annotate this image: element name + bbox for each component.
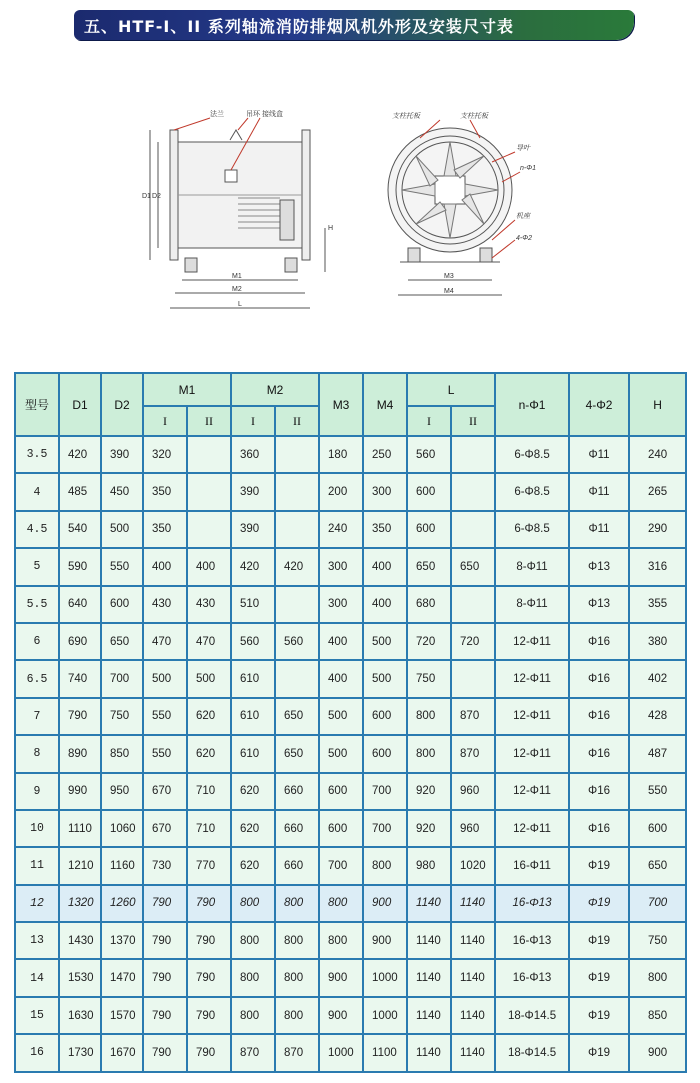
cell-l-i: 920 [407,810,451,847]
cell-l-ii: 960 [451,773,495,810]
cell-d2: 500 [101,511,143,548]
dim-m2: M2 [232,286,242,293]
cell-4-phi2: Φ16 [569,773,629,810]
cell-l-i: 1140 [407,922,451,959]
cell-m3: 400 [319,660,363,697]
cell-n-phi1: 16-Φ13 [495,959,569,996]
cell-4-phi2: Φ19 [569,1034,629,1071]
cell-m3: 800 [319,922,363,959]
cell-m3: 240 [319,511,363,548]
table-row [15,773,686,810]
cell-model: 6.5 [15,660,59,697]
cell-n-phi1: 12-Φ11 [495,735,569,772]
cell-m2-i: 610 [231,698,275,735]
cell-h: 487 [629,735,686,772]
cell-m4: 500 [363,623,407,660]
cell-m1-i: 350 [143,511,187,548]
cell-l-i: 1140 [407,997,451,1034]
cell-m4: 1000 [363,959,407,996]
cell-d1: 640 [59,586,101,623]
cell-l-i: 800 [407,735,451,772]
cell-model: 13 [15,922,59,959]
cell-model: 5.5 [15,586,59,623]
cell-d1: 1430 [59,922,101,959]
cell-h: 750 [629,922,686,959]
cell-m1-ii: 620 [187,698,231,735]
cell-m2-i: 800 [231,959,275,996]
table-row [15,810,686,847]
cell-model: 14 [15,959,59,996]
cell-l-ii: 1140 [451,997,495,1034]
cell-l-ii: 1140 [451,885,495,922]
cell-4-phi2: Φ19 [569,997,629,1034]
cell-m2-ii [275,660,319,697]
cell-h: 316 [629,548,686,585]
cell-h: 650 [629,847,686,884]
cell-d1: 1320 [59,885,101,922]
cell-m2-ii: 800 [275,959,319,996]
cell-l-i: 1140 [407,1034,451,1071]
cell-l-i: 650 [407,548,451,585]
cell-m2-ii [275,473,319,510]
cell-h: 380 [629,623,686,660]
cell-l-ii: 720 [451,623,495,660]
table-body [15,436,686,1072]
dimension-table [14,372,687,1073]
cell-m1-ii: 430 [187,586,231,623]
cell-m2-ii: 650 [275,698,319,735]
cell-n-phi1: 12-Φ11 [495,623,569,660]
cell-n-phi1: 8-Φ11 [495,548,569,585]
cell-m1-i: 670 [143,773,187,810]
cell-4-phi2: Φ13 [569,586,629,623]
header-h: H [629,373,686,436]
cell-m2-i: 870 [231,1034,275,1071]
table-row [15,698,686,735]
cell-h: 600 [629,810,686,847]
label-4-phi2: 4-Φ2 [516,235,532,242]
cell-m2-ii: 660 [275,847,319,884]
table-row [15,548,686,585]
cell-m1-ii [187,473,231,510]
cell-l-ii: 960 [451,810,495,847]
cell-m2-ii: 560 [275,623,319,660]
header-d1: D1 [59,373,101,436]
cell-d2: 750 [101,698,143,735]
cell-d2: 550 [101,548,143,585]
cell-m2-i: 800 [231,885,275,922]
cell-m3: 500 [319,698,363,735]
cell-m2-i: 800 [231,922,275,959]
cell-d1: 590 [59,548,101,585]
cell-h: 900 [629,1034,686,1071]
title-banner [74,10,634,40]
cell-m1-i: 500 [143,660,187,697]
page-title: 五、HTF-I、II 系列轴流消防排烟风机外形及安装尺寸表 [84,17,514,36]
cell-m1-i: 430 [143,586,187,623]
cell-m1-ii: 710 [187,810,231,847]
cell-m4: 900 [363,922,407,959]
header-m1-ii: II [187,406,231,436]
cell-h: 290 [629,511,686,548]
cell-d1: 1730 [59,1034,101,1071]
cell-m4: 250 [363,436,407,473]
table-row [15,623,686,660]
header-m2-ii: II [275,406,319,436]
label-support-plate-right: 支柱托板 [460,113,488,120]
table-row [15,735,686,772]
cell-d1: 1210 [59,847,101,884]
cell-n-phi1: 8-Φ11 [495,586,569,623]
cell-m4: 600 [363,698,407,735]
dim-d2: D2 [152,193,161,200]
cell-n-phi1: 16-Φ11 [495,847,569,884]
cell-l-i: 600 [407,473,451,510]
cell-m4: 1100 [363,1034,407,1071]
cell-m4: 500 [363,660,407,697]
cell-4-phi2: Φ16 [569,660,629,697]
label-n-phi1: n-Φ1 [520,165,536,172]
cell-model: 12 [15,885,59,922]
cell-model: 4.5 [15,511,59,548]
cell-4-phi2: Φ11 [569,511,629,548]
cell-m1-i: 790 [143,1034,187,1071]
header-m3: M3 [319,373,363,436]
cell-n-phi1: 18-Φ14.5 [495,997,569,1034]
cell-d1: 890 [59,735,101,772]
cell-m2-ii: 420 [275,548,319,585]
cell-m1-i: 550 [143,698,187,735]
cell-m3: 900 [319,959,363,996]
cell-m3: 300 [319,548,363,585]
header-n-phi1: n-Φ1 [495,373,569,436]
cell-d2: 950 [101,773,143,810]
fan-technical-drawing [130,90,580,330]
cell-l-ii: 1140 [451,959,495,996]
cell-m1-i: 790 [143,922,187,959]
header-m1-i: I [143,406,187,436]
cell-d2: 700 [101,660,143,697]
cell-m1-ii [187,511,231,548]
cell-d2: 390 [101,436,143,473]
cell-l-i: 1140 [407,885,451,922]
cell-m4: 700 [363,810,407,847]
cell-m3: 800 [319,885,363,922]
header-m1: M1 [143,373,231,406]
header-m2: M2 [231,373,319,406]
cell-d2: 450 [101,473,143,510]
cell-m2-ii: 650 [275,735,319,772]
cell-m3: 600 [319,773,363,810]
cell-l-ii [451,511,495,548]
cell-n-phi1: 16-Φ13 [495,885,569,922]
cell-l-i: 800 [407,698,451,735]
cell-model: 10 [15,810,59,847]
cell-h: 240 [629,436,686,473]
cell-m4: 400 [363,548,407,585]
cell-l-i: 920 [407,773,451,810]
cell-d1: 690 [59,623,101,660]
dim-l: L [238,301,242,308]
cell-h: 402 [629,660,686,697]
cell-d2: 850 [101,735,143,772]
cell-n-phi1: 12-Φ11 [495,660,569,697]
cell-h: 850 [629,997,686,1034]
cell-m1-i: 400 [143,548,187,585]
cell-m3: 200 [319,473,363,510]
cell-m4: 1000 [363,997,407,1034]
cell-m1-ii: 400 [187,548,231,585]
cell-l-i: 680 [407,586,451,623]
cell-4-phi2: Φ11 [569,473,629,510]
cell-m3: 500 [319,735,363,772]
table-row [15,511,686,548]
cell-l-i: 1140 [407,959,451,996]
cell-l-i: 560 [407,436,451,473]
cell-l-ii: 870 [451,735,495,772]
table-row [15,1034,686,1071]
cell-n-phi1: 16-Φ13 [495,922,569,959]
cell-model: 5 [15,548,59,585]
cell-h: 800 [629,959,686,996]
label-junction-box: 接线盒 [262,111,283,118]
cell-m1-ii: 790 [187,922,231,959]
cell-m4: 400 [363,586,407,623]
cell-l-i: 600 [407,511,451,548]
cell-m2-ii: 660 [275,810,319,847]
cell-m1-ii: 710 [187,773,231,810]
cell-d1: 990 [59,773,101,810]
cell-m2-ii [275,511,319,548]
label-guide-vane: 导叶 [516,145,530,152]
dimension-table-wrapper [14,372,681,1073]
cell-l-i: 980 [407,847,451,884]
dim-m4: M4 [444,288,454,295]
cell-m2-i: 510 [231,586,275,623]
cell-4-phi2: Φ19 [569,847,629,884]
cell-4-phi2: Φ19 [569,885,629,922]
cell-d1: 1110 [59,810,101,847]
cell-l-ii [451,436,495,473]
cell-d1: 740 [59,660,101,697]
table-row [15,473,686,510]
cell-m4: 350 [363,511,407,548]
cell-l-ii: 1140 [451,922,495,959]
cell-m2-i: 620 [231,773,275,810]
cell-d1: 1630 [59,997,101,1034]
table-row [15,436,686,473]
cell-m2-i: 560 [231,623,275,660]
cell-l-ii: 650 [451,548,495,585]
cell-m1-i: 730 [143,847,187,884]
cell-m2-i: 360 [231,436,275,473]
cell-l-ii [451,473,495,510]
cell-m1-ii: 790 [187,997,231,1034]
cell-m2-ii: 800 [275,997,319,1034]
cell-model: 16 [15,1034,59,1071]
cell-m3: 300 [319,586,363,623]
cell-m3: 900 [319,997,363,1034]
cell-m2-i: 610 [231,735,275,772]
cell-m3: 400 [319,623,363,660]
cell-m4: 900 [363,885,407,922]
cell-d2: 1060 [101,810,143,847]
cell-model: 7 [15,698,59,735]
cell-m1-ii: 790 [187,959,231,996]
cell-d1: 485 [59,473,101,510]
dim-h: H [328,225,334,232]
cell-m1-i: 550 [143,735,187,772]
cell-4-phi2: Φ13 [569,548,629,585]
table-row [15,847,686,884]
cell-m1-ii: 790 [187,1034,231,1071]
cell-l-ii [451,660,495,697]
cell-d1: 540 [59,511,101,548]
cell-n-phi1: 12-Φ11 [495,810,569,847]
cell-l-ii: 870 [451,698,495,735]
cell-model: 4 [15,473,59,510]
cell-d2: 1160 [101,847,143,884]
cell-l-ii: 1140 [451,1034,495,1071]
header-m4: M4 [363,373,407,436]
cell-n-phi1: 6-Φ8.5 [495,511,569,548]
cell-m2-ii: 800 [275,922,319,959]
dim-m3: M3 [444,273,454,280]
header-4-phi2: 4-Φ2 [569,373,629,436]
cell-h: 550 [629,773,686,810]
cell-m2-ii: 660 [275,773,319,810]
header-l: L [407,373,495,406]
cell-m1-i: 470 [143,623,187,660]
cell-m1-ii [187,436,231,473]
cell-model: 15 [15,997,59,1034]
table-row [15,922,686,959]
cell-model: 6 [15,623,59,660]
cell-m3: 180 [319,436,363,473]
cell-m2-ii: 800 [275,885,319,922]
cell-4-phi2: Φ16 [569,623,629,660]
header-l-i: I [407,406,451,436]
cell-model: 9 [15,773,59,810]
dim-m1: M1 [232,273,242,280]
cell-m1-i: 790 [143,997,187,1034]
cell-d2: 1570 [101,997,143,1034]
cell-m1-i: 790 [143,885,187,922]
cell-d2: 600 [101,586,143,623]
cell-4-phi2: Φ19 [569,922,629,959]
cell-l-i: 750 [407,660,451,697]
cell-4-phi2: Φ16 [569,735,629,772]
cell-model: 8 [15,735,59,772]
table-row [15,997,686,1034]
cell-m1-i: 350 [143,473,187,510]
cell-m2-i: 610 [231,660,275,697]
cell-d1: 790 [59,698,101,735]
cell-h: 428 [629,698,686,735]
cell-h: 700 [629,885,686,922]
cell-m1-i: 320 [143,436,187,473]
header-l-ii: II [451,406,495,436]
cell-n-phi1: 12-Φ11 [495,698,569,735]
cell-m1-ii: 790 [187,885,231,922]
cell-d2: 1260 [101,885,143,922]
cell-n-phi1: 6-Φ8.5 [495,473,569,510]
label-lifting-ring: 吊环 [246,111,260,118]
cell-m1-ii: 770 [187,847,231,884]
cell-l-i: 720 [407,623,451,660]
table-row [15,885,686,922]
cell-m1-ii: 620 [187,735,231,772]
cell-m2-i: 420 [231,548,275,585]
cell-h: 355 [629,586,686,623]
cell-4-phi2: Φ11 [569,436,629,473]
cell-model: 11 [15,847,59,884]
cell-l-ii [451,586,495,623]
cell-n-phi1: 6-Φ8.5 [495,436,569,473]
cell-l-ii: 1020 [451,847,495,884]
cell-d1: 420 [59,436,101,473]
cell-m3: 700 [319,847,363,884]
cell-d2: 1470 [101,959,143,996]
cell-m2-ii [275,586,319,623]
cell-4-phi2: Φ19 [569,959,629,996]
label-base: 机座 [516,213,530,220]
cell-model: 3.5 [15,436,59,473]
cell-m2-i: 620 [231,847,275,884]
cell-d1: 1530 [59,959,101,996]
cell-m1-ii: 470 [187,623,231,660]
cell-m3: 1000 [319,1034,363,1071]
cell-m1-ii: 500 [187,660,231,697]
cell-m1-i: 670 [143,810,187,847]
front-view [388,120,520,295]
cell-m4: 300 [363,473,407,510]
cell-d2: 650 [101,623,143,660]
table-row [15,586,686,623]
cell-d2: 1370 [101,922,143,959]
cell-h: 265 [629,473,686,510]
label-flange: 法兰 [210,111,224,118]
cell-m4: 800 [363,847,407,884]
cell-m2-i: 800 [231,997,275,1034]
table-row [15,959,686,996]
cell-d2: 1670 [101,1034,143,1071]
header-model: 型号 [15,373,59,436]
cell-4-phi2: Φ16 [569,810,629,847]
header-m2-i: I [231,406,275,436]
dim-d1: D1 [142,193,151,200]
cell-n-phi1: 18-Φ14.5 [495,1034,569,1071]
cell-m2-i: 620 [231,810,275,847]
cell-m4: 700 [363,773,407,810]
table-row [15,660,686,697]
header-d2: D2 [101,373,143,436]
cell-m2-i: 390 [231,511,275,548]
cell-m3: 600 [319,810,363,847]
cell-4-phi2: Φ16 [569,698,629,735]
cell-m2-ii: 870 [275,1034,319,1071]
label-support-plate-left: 支柱托板 [392,113,420,120]
cell-m2-i: 390 [231,473,275,510]
cell-m2-ii [275,436,319,473]
cell-n-phi1: 12-Φ11 [495,773,569,810]
cell-m4: 600 [363,735,407,772]
cell-m1-i: 790 [143,959,187,996]
